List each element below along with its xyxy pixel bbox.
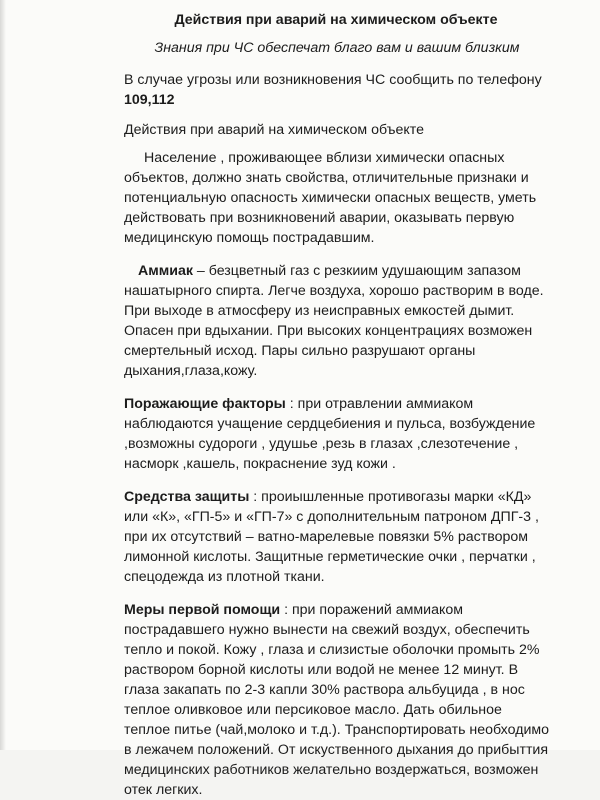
emergency-phone-text: В случае угрозы или возникновения ЧС сообщить по телефону xyxy=(124,72,542,88)
damaging-factors-term: Поражающие факторы xyxy=(124,396,286,412)
protection-term: Средства защиты xyxy=(124,489,250,505)
protection-text: : проиышленные противогазы марки «КД» или «К», «ГП-5» и «ГП-7» с дополнительным патроном ДПГ-3 , при их отсутствий – ватно-марелевые повязки 5% раствором лимонной кислоты. Защитные герметические очки , перчатки , спецодежда из плотной ткани. xyxy=(124,489,539,585)
section-heading: Действия при аварий на химическом объекте xyxy=(124,122,424,138)
ammonia-text: – безцветный газ с резкиим удушающим запазом нашатырного спирта. Легче воздуха, хорошо растворим в воде. При выходе в атмосферу из неисправных емкостей дымит. Опасен при вдыхании. При высоких концентрациях возможен смертельный исход. Пары сильно разрушают органы дыхания,глаза,кожу. xyxy=(124,263,544,379)
ammonia-term: Аммиак xyxy=(138,263,193,279)
first-aid-text: : при поражений аммиаком пострадавшего нужно вынести на свежий воздух, обеспечить тепло и покой. Кожу , глаза и слизистые оболочки промыть 2% раствором борной кислоты или водой не менее 12 минут. В глаза закапать по 2-3 капли 30% раствора альбуцида , в нос теплое оливковое или персиковое масло. Дать обильное теплое питье (чай,молоко и т.д.). Транспортировать необходимо в лежачем положений. От искуственного дыхания до прибыттия медицинских работников желательно воздержаться, возможен отек легких. xyxy=(124,602,550,798)
document-subtitle: Знания при ЧС обеспечат благо вам и вашим близким xyxy=(154,40,520,56)
ammonia-paragraph xyxy=(124,261,550,381)
emergency-phone-line xyxy=(124,70,550,110)
intro-paragraph: Население , проживающее вблизи химически опасных объектов, должно знать свойства, отличительные признаки и потенциальную опасность химически опасных веществ, уметь действовать при возникновений аварии, оказывать первую медицинскую помощь пострадавшим. xyxy=(124,150,537,246)
first-aid-term: Меры первой помощи xyxy=(124,602,281,618)
page-edge-shadow xyxy=(0,0,6,750)
damaging-factors-paragraph xyxy=(124,394,550,474)
emergency-phone-numbers: 109,112 xyxy=(124,92,175,108)
damaging-factors-text: : при отравлении аммиаком наблюдаются учащение сердцебиения и пульса, возбуждение ,возможны судороги , удушье ,резь в глазах ,слезотечение , насморк ,кашель, покраснение зуд кожи . xyxy=(124,396,536,472)
protection-paragraph xyxy=(124,487,550,587)
document-title: Действия при аварий на химическом объекте xyxy=(174,12,498,28)
first-aid-paragraph xyxy=(124,600,550,800)
